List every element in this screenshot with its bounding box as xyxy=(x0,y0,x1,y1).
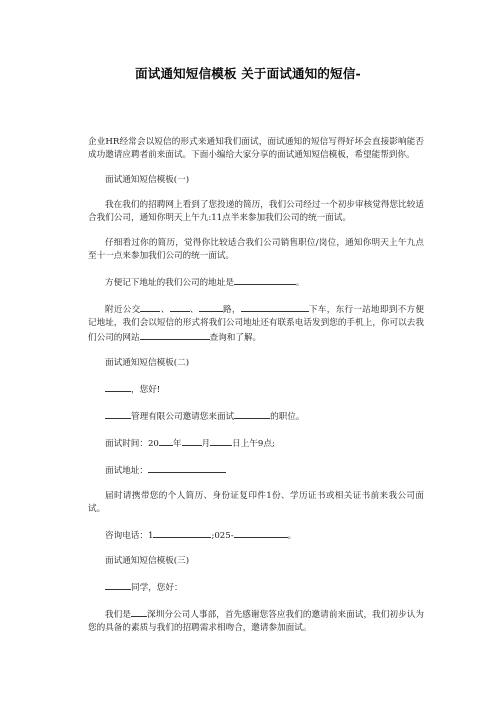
bus-text: 下车，东行一站地即到不方便记地址，我们会以短信的形式将我们公司地址还有联系电话发到您的手机上，你可以去我们公司的网站 xyxy=(88,305,424,343)
paragraph: 我在我们的招聘网上看到了您投递的简历，我们公司经过一个初步审核觉得您比较适合我们公司，通知你明天上午九:11点半来参加我们公司的统一面试。 xyxy=(88,200,424,223)
fill-blank xyxy=(234,275,296,285)
fill-blank xyxy=(199,302,223,312)
section-heading-2: 面试通知短信模板(二) xyxy=(105,358,190,368)
location-line xyxy=(88,463,424,478)
fill-blank xyxy=(105,382,131,392)
section-heading-1: 面试通知短信模板(一) xyxy=(105,175,190,185)
bus-label: 附近公交 xyxy=(105,305,141,315)
bus-tail: 查询和了解。 xyxy=(209,333,262,343)
time-label: 面试时间：20 xyxy=(105,439,159,449)
phone-prefix: ;025- xyxy=(211,531,234,541)
fill-blank xyxy=(131,607,147,617)
closing-paragraph xyxy=(88,607,424,635)
paragraph: 届时请携带您的个人简历、身份证复印件1份、学历证书或相关证书前来我公司面试。 xyxy=(88,491,424,514)
fill-blank xyxy=(140,302,160,312)
intro-paragraph: 企业HR经常会以短信的形式来通知我们面试，面试通知的短信写得好坏会直接影响能否成功邀请应聘者前来面试。下面小编给大家分享的面试通知短信模板，希望能帮到你。 xyxy=(88,137,424,160)
fill-blank xyxy=(159,436,173,446)
phone-line xyxy=(88,528,424,543)
greeting-line xyxy=(88,382,424,397)
fill-blank xyxy=(105,580,131,590)
time-line xyxy=(88,436,424,451)
section-heading-3: 面试通知短信模板(三) xyxy=(105,556,190,566)
document-title: 面试通知短信模板 关于面试通知的短信- xyxy=(135,66,361,81)
fill-blank xyxy=(182,436,202,446)
fill-blank xyxy=(210,436,232,446)
fill-blank xyxy=(153,528,211,538)
invite-line xyxy=(88,409,424,424)
fill-blank xyxy=(140,330,210,340)
bus-paragraph xyxy=(88,302,424,345)
invite-text: 管理有限公司邀请您来面试 xyxy=(131,412,235,422)
road-text: 路， xyxy=(222,305,241,315)
student-greeting xyxy=(88,580,424,595)
paragraph: 仔细看过你的简历，觉得你比较适合我们公司销售职位/岗位，通知你明天上午九点至十一点来参加我们公司的统一面试。 xyxy=(88,238,424,261)
fill-blank xyxy=(170,302,190,312)
fill-blank xyxy=(148,463,226,473)
punct: 。 xyxy=(295,278,305,288)
document-body xyxy=(88,136,424,647)
greeting-text: 同学，您好： xyxy=(131,583,183,593)
punct: 。 xyxy=(287,531,297,541)
location-label: 面试地址： xyxy=(105,466,148,476)
greeting-text: ，您好! xyxy=(131,385,161,395)
month-char: 月 xyxy=(201,439,211,449)
closing-text: 深圳分公司人事部，首先感谢您答应我们的邀请前来面试，我们初步认为您的具备的素质与我们的招聘需求相吻合，邀请参加面试。 xyxy=(88,610,424,633)
punct: 、 xyxy=(189,305,199,315)
address-label: 方便记下地址的我们公司的地址是 xyxy=(105,278,234,288)
fill-blank xyxy=(241,302,309,312)
time-tail: 日上午9点; xyxy=(232,439,275,449)
fill-blank xyxy=(105,409,131,419)
punct: 、 xyxy=(160,305,170,315)
address-line xyxy=(88,275,424,290)
fill-blank xyxy=(234,409,270,419)
closing-label: 我们是 xyxy=(105,610,131,620)
fill-blank xyxy=(234,528,288,538)
invite-tail: 的职位。 xyxy=(270,412,305,422)
phone-label: 咨询电话：1 xyxy=(105,531,154,541)
year-char: 年 xyxy=(172,439,182,449)
